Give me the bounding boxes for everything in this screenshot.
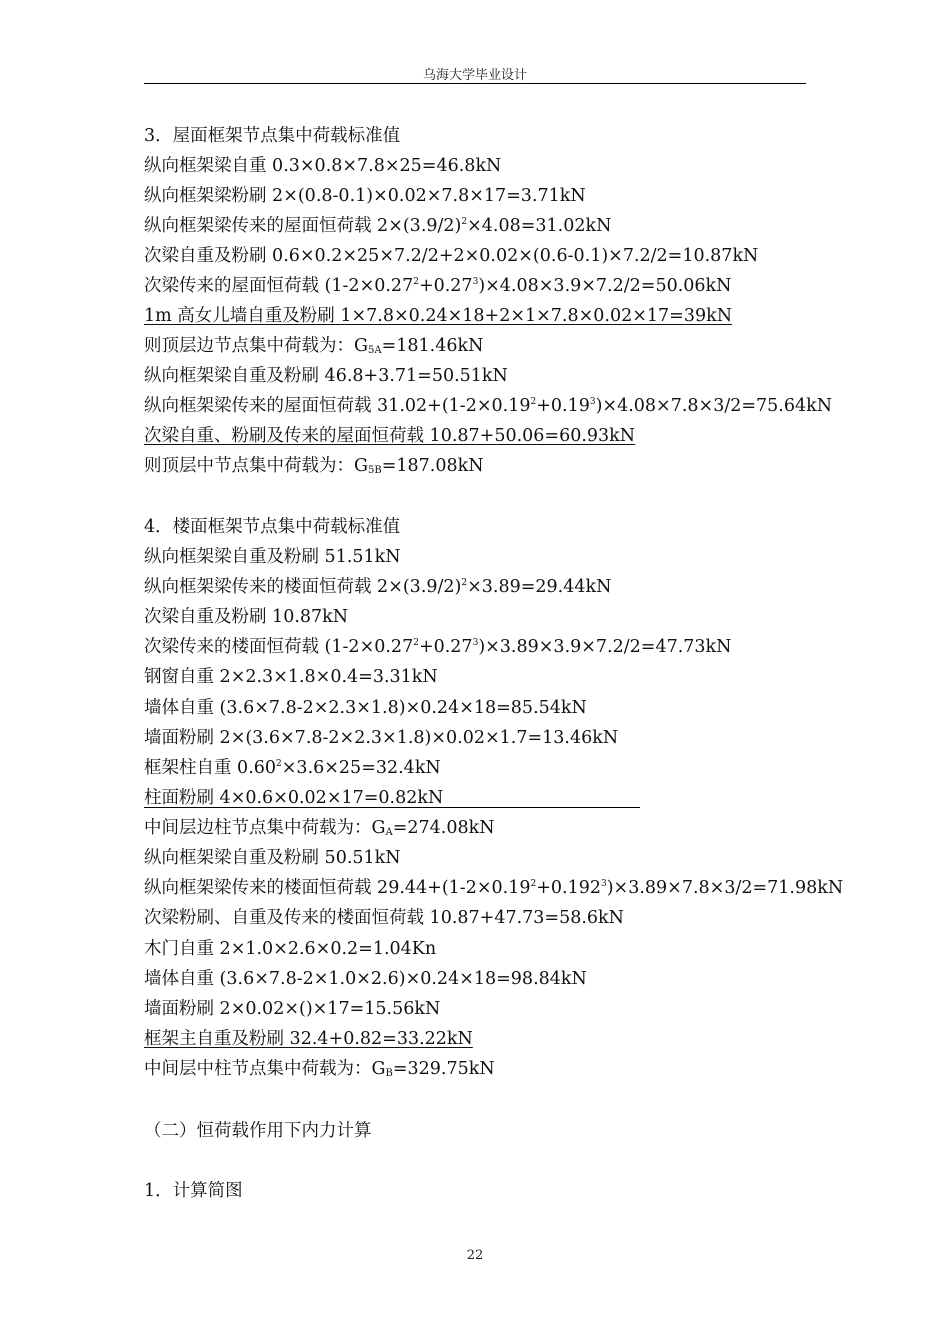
calc-line: 钢窗自重 2×2.3×1.8×0.4=3.31kN (144, 667, 438, 687)
calc-line: 次梁粉刷、自重及传来的楼面恒荷载 10.87+47.73=58.6kN (144, 908, 624, 928)
result-line: 则顶层边节点集中荷载为：$G_{5A}=181.46kN$ (144, 336, 484, 356)
section-heading: 3．屋面框架节点集中荷载标准值 (144, 126, 401, 146)
sum-rule (144, 807, 640, 808)
header-rule (144, 83, 806, 84)
calc-line: 纵向框架梁传来的屋面恒荷载 $2\times(3.9/2)^2\times 4.08=31.02kN$ (144, 216, 612, 236)
calc-line: 纵向框架梁自重及粉刷 51.51kN (144, 547, 401, 567)
header-title: 乌海大学毕业设计 (422, 68, 527, 83)
calc-line: 纵向框架梁自重及粉刷 46.8+3.71=50.51kN (144, 366, 508, 386)
calc-line-underlined: 框架主自重及粉刷 32.4+0.82=33.22kN (144, 1029, 473, 1049)
calc-line: 纵向框架梁粉刷 2×(0.8-0.1)×0.02×7.8×17=3.71kN (144, 186, 586, 206)
section-heading: 4．楼面框架节点集中荷载标准值 (144, 517, 401, 537)
calc-line-underlined: 次梁自重、粉刷及传来的屋面恒荷载 10.87+50.06=60.93kN (144, 426, 636, 446)
page-number: 22 (466, 1248, 484, 1263)
calc-line: 纵向框架梁自重及粉刷 50.51kN (144, 848, 401, 868)
calc-line: 次梁传来的楼面恒荷载 $(1-2\times 0.27^2+0.27^3)\times 3.89\times 3.9\times 7.2/2=47.73kN$ (144, 637, 732, 657)
calc-line: 墙体自重 (3.6×7.8-2×1.0×2.6)×0.24×18=98.84kN (144, 969, 587, 989)
calc-line: 柱面粉刷 4×0.6×0.02×17=0.82kN (144, 788, 444, 808)
section-heading: （二）恒荷载作用下内力计算 (144, 1121, 372, 1141)
subsection-heading: 1．计算简图 (144, 1181, 243, 1201)
calc-line-underlined: 1m 高女儿墙自重及粉刷 1×7.8×0.24×18+2×1×7.8×0.02×17=39kN (144, 306, 733, 326)
calc-line: 墙体自重 (3.6×7.8-2×2.3×1.8)×0.24×18=85.54kN (144, 698, 587, 718)
result-line: 中间层中柱节点集中荷载为：$G_B=329.75kN$ (144, 1059, 495, 1079)
calc-line: 次梁自重及粉刷 0.6×0.2×25×7.2/2+2×0.02×(0.6-0.1)×7.2/2=10.87kN (144, 246, 759, 266)
result-line: 中间层边柱节点集中荷载为：$G_A=274.08kN$ (144, 818, 495, 838)
calc-line: 纵向框架梁自重 0.3×0.8×7.8×25=46.8kN (144, 156, 502, 176)
calc-line: 次梁传来的屋面恒荷载 $(1-2\times 0.27^2+0.27^3)\times 4.08\times 3.9\times 7.2/2=50.06kN$ (144, 276, 732, 296)
calc-line: 框架柱自重 $0.60^2\times 3.6\times 25=32.4kN$ (144, 758, 441, 778)
calc-line: 木门自重 2×1.0×2.6×0.2=1.04Kn (144, 939, 437, 959)
calc-line: 次梁自重及粉刷 10.87kN (144, 607, 349, 627)
calc-line: 墙面粉刷 2×(3.6×7.8-2×2.3×1.8)×0.02×1.7=13.46kN (144, 728, 619, 748)
calc-line: 纵向框架梁传来的屋面恒荷载 $31.02+(1-2\times 0.19^2+0.19^3)\times 4.08\times 7.8\times 3/2=75.64kN$ (144, 396, 833, 416)
calc-line: 纵向框架梁传来的楼面恒荷载 $2\times(3.9/2)^2\times 3.89=29.44kN$ (144, 577, 612, 597)
result-line: 则顶层中节点集中荷载为：$G_{5B}=187.08kN$ (144, 456, 484, 476)
calc-line: 纵向框架梁传来的楼面恒荷载 $29.44+(1-2\times 0.19^2+0.192^3)\times 3.89\times 7.8\times 3/2=71.98kN$ (144, 878, 844, 898)
calc-line: 墙面粉刷 2×0.02×()×17=15.56kN (144, 999, 441, 1019)
